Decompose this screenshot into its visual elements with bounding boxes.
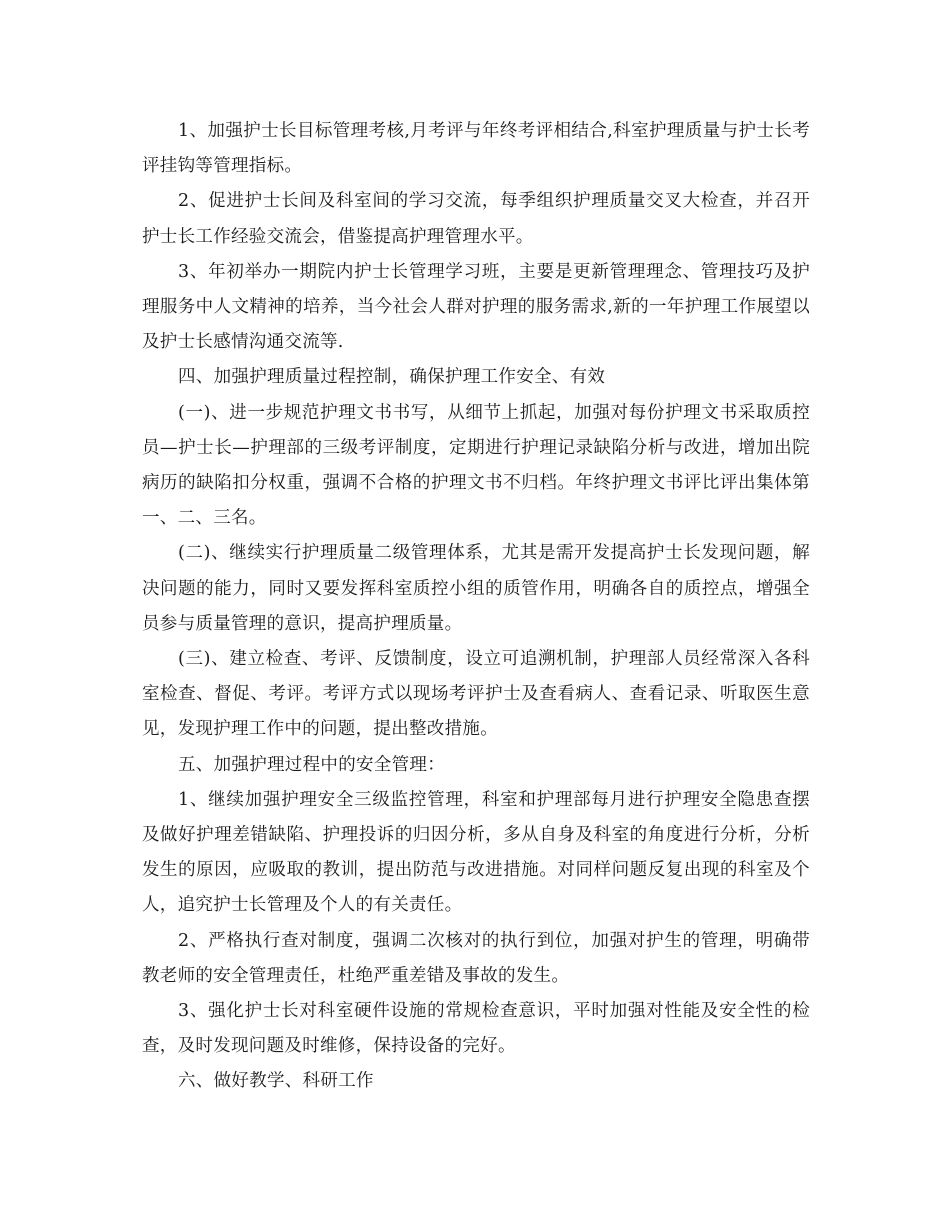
paragraph-2: 2、促进护士长间及科室间的学习交流，每季组织护理质量交叉大检查，并召开护士长工作经验交流会，借鉴提高护理管理水平。 — [142, 191, 810, 247]
paragraph-4-1: (一)、进一步规范护理文书书写，从细节上抓起，加强对每份护理文书采取质控员—护士长—护理部的三级考评制度，定期进行护理记录缺陷分析与改进，增加出院病历的缺陷扣分权重，强调不合格的护理文书不归档。年终护理文书评比评出集体第一、二、三名。 — [142, 402, 810, 529]
paragraph-4-2: (二)、继续实行护理质量二级管理体系，尤其是需开发提高护士长发现问题，解决问题的能力，同时又要发挥科室质控小组的质管作用，明确各自的质控点，增强全员参与质量管理的意识，提高护理质量。 — [142, 543, 810, 634]
paragraph-5-3: 3、强化护士长对科室硬件设施的常规检查意识，平时加强对性能及安全性的检查，及时发现问题及时维修，保持设备的完好。 — [142, 1001, 810, 1057]
paragraph-3: 3、年初举办一期院内护士长管理学习班，主要是更新管理理念、管理技巧及护理服务中人文精神的培养，当今社会人群对护理的服务需求,新的一年护理工作展望以及护士长感情沟通交流等. — [142, 261, 810, 353]
section-heading-6: 六、做好教学、科研工作 — [178, 1071, 374, 1092]
paragraph-5-1: 1、继续加强护理安全三级监控管理，科室和护理部每月进行护理安全隐患查摆及做好护理差错缺陷、护理投诉的归因分析，多从自身及科室的角度进行分析，分析发生的原因，应吸取的教训，提出防范与改进措施。对同样问题反复出现的科室及个人，追究护士长管理及个人的有关责任。 — [142, 789, 810, 916]
paragraph-5-2: 2、严格执行查对制度，强调二次核对的执行到位，加强对护生的管理，明确带教老师的安全管理责任，杜绝严重差错及事故的发生。 — [142, 930, 810, 986]
paragraph-1: 1、加强护士长目标管理考核,月考评与年终考评相结合,科室护理质量与护士长考评挂钩等管理指标。 — [142, 121, 810, 177]
paragraph-4-3: (三)、建立检查、考评、反馈制度，设立可追溯机制，护理部人员经常深入各科室检查、督促、考评。考评方式以现场考评护士及查看病人、查看记录、听取医生意见，发现护理工作中的问题，提出整改措施。 — [142, 649, 810, 740]
section-heading-4: 四、加强护理质量过程控制，确保护理工作安全、有效 — [178, 367, 606, 388]
section-heading-5: 五、加强护理过程中的安全管理： — [178, 754, 445, 775]
document-body — [142, 114, 810, 1100]
